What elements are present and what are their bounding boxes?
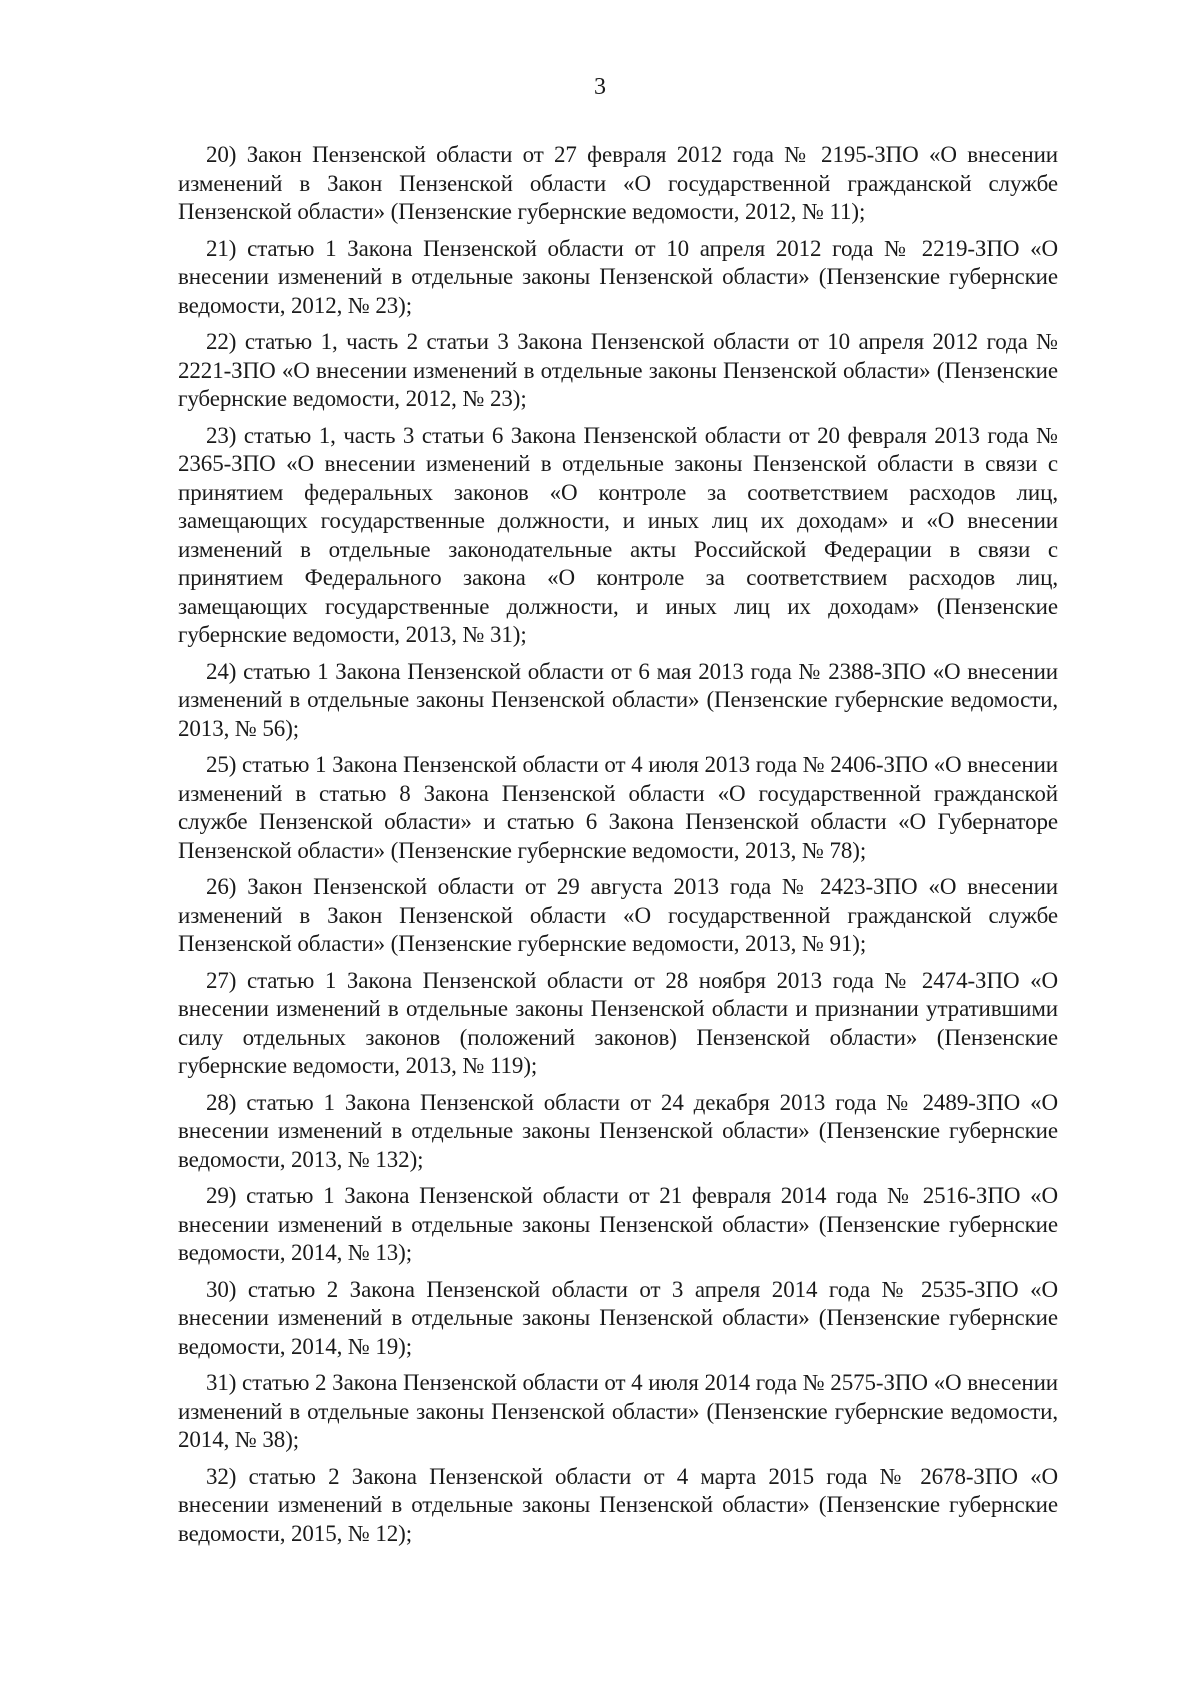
list-item: 31) статью 2 Закона Пензенской области от 4 июля 2014 года № 2575-ЗПО «О внесении изменений в отдельные законы Пензенской области» (Пензенские губернские ведомости, 2014, № 38); [178, 1370, 1058, 1452]
list-item: 32) статью 2 Закона Пензенской области от 4 марта 2015 года № 2678-ЗПО «О внесении изменений в отдельные законы Пензенской области» (Пензенские губернские ведомости, 2015, № 12); [178, 1463, 1058, 1546]
list-item: 22) статью 1, часть 2 статьи 3 Закона Пензенской области от 10 апреля 2012 года № 2221-ЗПО «О внесении изменений в отдельные законы Пензенской области» (Пензенские губернские ведомости, 2012, № 23); [178, 329, 1058, 411]
list-item: 30) статью 2 Закона Пензенской области от 3 апреля 2014 года № 2535-ЗПО «О внесении изменений в отдельные законы Пензенской области» (Пензенские губернские ведомости, 2014, № 19); [178, 1276, 1058, 1359]
list-item: 27) статью 1 Закона Пензенской области от 28 ноября 2013 года № 2474-ЗПО «О внесении изменений в отдельные законы Пензенской области и признании утратившими силу отдельных законов (положений законов) Пензенской области» (Пензенские губернские ведомости, 2013, № 119); [178, 967, 1058, 1078]
document-body [178, 141, 1058, 1556]
list-item: 25) статью 1 Закона Пензенской области от 4 июля 2013 года № 2406-ЗПО «О внесении изменений в статью 8 Закона Пензенской области «О государственной гражданской службе Пензенской области» и статью 6 Закона Пензенской области «О Губернаторе Пензенской области» (Пензенские губернские ведомости, 2013, № 78); [178, 752, 1058, 863]
list-item: 21) статью 1 Закона Пензенской области от 10 апреля 2012 года № 2219-ЗПО «О внесении изменений в отдельные законы Пензенской области» (Пензенские губернские ведомости, 2012, № 23); [178, 235, 1058, 318]
list-item: 28) статью 1 Закона Пензенской области от 24 декабря 2013 года № 2489-ЗПО «О внесении изменений в отдельные законы Пензенской области» (Пензенские губернские ведомости, 2013, № 132); [178, 1089, 1058, 1172]
page-number: 3 [594, 74, 606, 100]
list-item: 23) статью 1, часть 3 статьи 6 Закона Пензенской области от 20 февраля 2013 года № 2365-ЗПО «О внесении изменений в отдельные законы Пензенской области в связи с принятием федеральных законов «О контроле за соответствием расходов лиц, замещающих государственные должности, и иных лиц их доходам» и «О внесении изменений в отдельные законодательные акты Российской Федерации в связи с принятием Федерального закона «О контроле за соответствием расходов лиц, замещающих государственные должности, и иных лиц их доходам» (Пензенские губернские ведомости, 2013, № 31); [178, 422, 1058, 647]
list-item: 29) статью 1 Закона Пензенской области от 21 февраля 2014 года № 2516-ЗПО «О внесении изменений в отдельные законы Пензенской области» (Пензенские губернские ведомости, 2014, № 13); [178, 1183, 1058, 1265]
list-item: 26) Закон Пензенской области от 29 августа 2013 года № 2423-ЗПО «О внесении изменений в Закон Пензенской области «О государственной гражданской службе Пензенской области» (Пензенские губернские ведомости, 2013, № 91); [178, 874, 1058, 956]
list-item: 24) статью 1 Закона Пензенской области от 6 мая 2013 года № 2388-ЗПО «О внесении изменений в отдельные законы Пензенской области» (Пензенские губернские ведомости, 2013, № 56); [178, 658, 1058, 741]
list-item: 20) Закон Пензенской области от 27 февраля 2012 года № 2195-ЗПО «О внесении изменений в Закон Пензенской области «О государственной гражданской службе Пензенской области» (Пензенские губернские ведомости, 2012, № 11); [178, 142, 1058, 224]
